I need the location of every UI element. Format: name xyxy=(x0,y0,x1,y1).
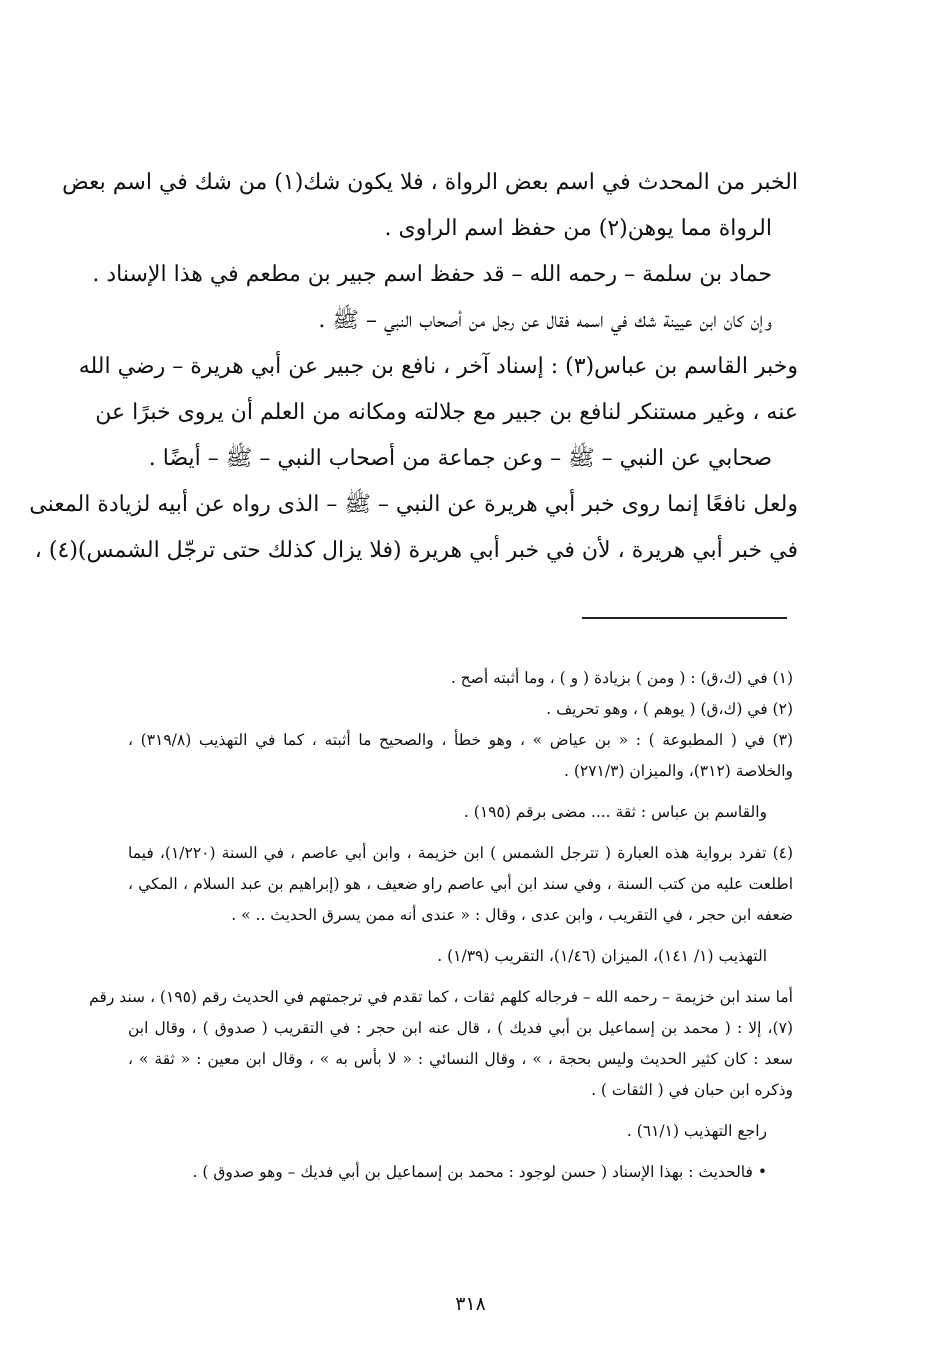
footnote-line: التهذيب (١/ ١٤١)، الميزان (١/٤٦)، التقريب (١/٣٩) . xyxy=(437,947,767,965)
text-line: صحابي عن النبي – ﷺ – وعن جماعة من أصحاب النبي – ﷺ – أيضًا . xyxy=(148,446,772,471)
text-line: عنه ، وغير مستنكر لنافع بن جبير مع جلالته ومكانه من العلم أن يروى خبرًا عن xyxy=(95,400,798,425)
text-line: الرواة مما يوهن(٢) من حفظ اسم الراوى . xyxy=(384,216,772,241)
footnote-line: (٢) في (ك،ق) ( يوهم ) ، وهو تحريف . xyxy=(546,700,793,718)
paragraph-5 xyxy=(29,482,798,574)
text-line: وإن كان ابن عيينة شك في اسمه فقال عن رجل من أصحاب النبي – ﷺ . xyxy=(318,308,772,333)
footnote-line: سعد : كان كثير الحديث وليس بحجة ، » ، وقال النسائي : « لا بأس به » ، وقال ابن معين : « ثقة » ، xyxy=(128,1050,793,1068)
page-number: ٣١٨ xyxy=(455,1293,486,1315)
footnote-line: والقاسم بن عباس : ثقة .... مضى برقم (١٩٥) . xyxy=(463,803,767,821)
paragraph-2 xyxy=(92,252,798,298)
footnote-line: وذكره ابن حبان في ( الثقات ) . xyxy=(591,1081,793,1099)
paragraph-4 xyxy=(78,344,798,482)
footnote-line: (٤) تفرد برواية هذه العبارة ( تترجل الشمس ) ابن خزيمة ، وابن أبي عاصم ، في السنة (١/٢٢٠)، فيما xyxy=(128,844,794,862)
footnote-separator xyxy=(582,617,787,619)
main-text-block xyxy=(29,160,798,574)
footnote-line: • فالحديث : بهذا الإسناد ( حسن لوجود : محمد بن إسماعيل بن أبي فديك – وهو صدوق ) . xyxy=(192,1163,767,1181)
footnote-line: (٧)، إلا : ( محمد بن إسماعيل بن أبي فديك ) ، قال عنه ابن حجر : في التقريب ( صدوق ) ، وقال ابن xyxy=(128,1019,793,1037)
text-line: ولعل نافعًا إنما روى خبر أبي هريرة عن النبي – ﷺ – الذى رواه عن أبيه لزيادة المعنى xyxy=(29,492,798,517)
text-line: وخبر القاسم بن عباس(٣) : إسناد آخر ، نافع بن جبير عن أبي هريرة – رضي الله xyxy=(78,354,798,379)
text-line: في خبر أبي هريرة ، لأن في خبر أبي هريرة (فلا يزال كذلك حتى ترجّل الشمس)(٤) ، xyxy=(34,538,798,563)
text-line: حماد بن سلمة – رحمه الله – قد حفظ اسم جبير بن مطعم في هذا الإسناد . xyxy=(92,262,772,287)
footnote-line: اطلعت عليه من كتب السنة ، وفي سند ابن أبي عاصم راو ضعيف ، هو (إبراهيم بن عبد السلام ، المكي ، xyxy=(128,875,793,893)
footnote-line: أما سند ابن خزيمة – رحمه الله – فرجاله كلهم ثقات ، كما تقدم في ترجمتهم في الحديث رقم (١٩٥) ، سند رقم xyxy=(89,988,793,1006)
footnote-line: راجع التهذيب (٦١/١) . xyxy=(626,1122,767,1140)
footnote-line: والخلاصة (٣١٢)، والميزان (٢٧١/٣) . xyxy=(564,762,793,780)
footnote-line: ضعفه ابن حجر ، في التقريب ، وابن عدى ، وقال : « عندى أنه ممن يسرق الحديث .. » . xyxy=(231,906,793,924)
paragraph-1 xyxy=(62,160,798,252)
footnotes-block xyxy=(89,663,794,1188)
text-line: الخبر من المحدث في اسم بعض الرواة ، فلا يكون شك(١) من شك في اسم بعض xyxy=(62,170,798,195)
footnote-line: (٣) في ( المطبوعة ) : « بن عياض » ، وهو خطأ ، والصحيح ما أثبته ، كما في التهذيب (٣١٩/٨) ، xyxy=(128,731,793,749)
paragraph-3 xyxy=(128,298,798,344)
footnote-line: (١) في (ك،ق) : ( ومن ) بزيادة ( و ) ، وما أثبته أصح . xyxy=(450,669,793,687)
